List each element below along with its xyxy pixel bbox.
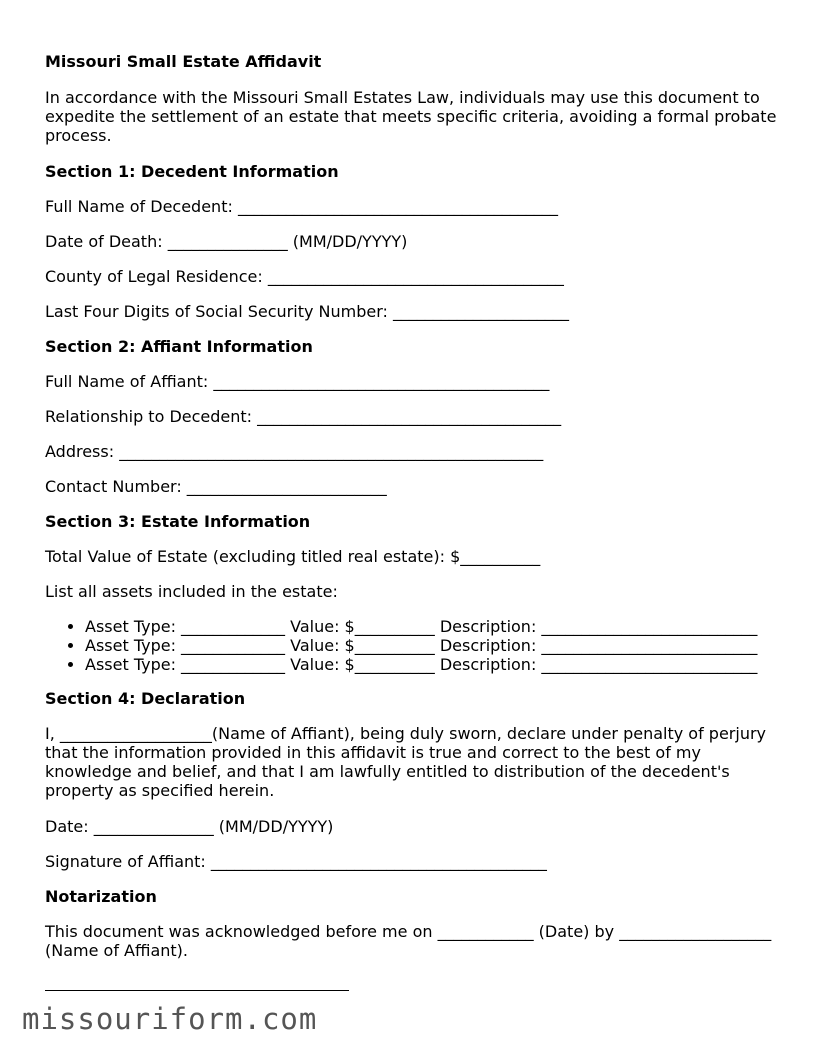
assets-list (45, 617, 785, 674)
asset-item: • Asset Type: _____________ Value: $__________ Description: ___________________________ (85, 617, 785, 636)
declaration-paragraph: I, ___________________(Name of Affiant), being duly sworn, declare under penalty of perjury that the information provided in this affidavit is true and correct to the best of my knowledge and belief, and that I am lawfully entitled to distribution of the decedent's property as specified herein. (45, 724, 767, 800)
relationship-field: Relationship to Decedent: ______________________________________ (45, 407, 562, 426)
date-of-death-field: Date of Death: _______________ (MM/DD/YYYY) (45, 232, 408, 251)
site-watermark: missouriform.com (22, 1002, 318, 1036)
affiant-signature-field: Signature of Affiant: __________________________________________ (45, 852, 547, 871)
notary-signature-line (45, 990, 349, 991)
asset-item: • Asset Type: _____________ Value: $__________ Description: ___________________________ (85, 636, 785, 655)
assets-list-label: List all assets included in the estate: (45, 582, 338, 601)
decedent-name-field: Full Name of Decedent: ________________________________________ (45, 197, 558, 216)
affidavit-document (45, 52, 785, 977)
affiant-name-field: Full Name of Affiant: __________________________________________ (45, 372, 550, 391)
document-title: Missouri Small Estate Affidavit (45, 52, 322, 71)
asset-item: • Asset Type: _____________ Value: $__________ Description: ___________________________ (85, 655, 785, 674)
county-field: County of Legal Residence: _____________________________________ (45, 267, 564, 286)
total-value-field: Total Value of Estate (excluding titled real estate): $__________ (45, 547, 541, 566)
intro-paragraph: In accordance with the Missouri Small Estates Law, individuals may use this document to expedite the settlement of an estate that meets specific criteria, avoiding a formal probate process. (45, 88, 777, 145)
notarization-paragraph: This document was acknowledged before me on ____________ (Date) by ___________________ (Name of Affiant). (45, 922, 772, 960)
section3-heading: Section 3: Estate Information (45, 512, 311, 531)
declaration-date-field: Date: _______________ (MM/DD/YYYY) (45, 817, 334, 836)
section4-heading: Section 4: Declaration (45, 689, 246, 708)
section2-heading: Section 2: Affiant Information (45, 337, 313, 356)
address-field: Address: _____________________________________________________ (45, 442, 544, 461)
section1-heading: Section 1: Decedent Information (45, 162, 339, 181)
contact-number-field: Contact Number: _________________________ (45, 477, 387, 496)
ssn-field: Last Four Digits of Social Security Number: ______________________ (45, 302, 569, 321)
notarization-heading: Notarization (45, 887, 157, 906)
